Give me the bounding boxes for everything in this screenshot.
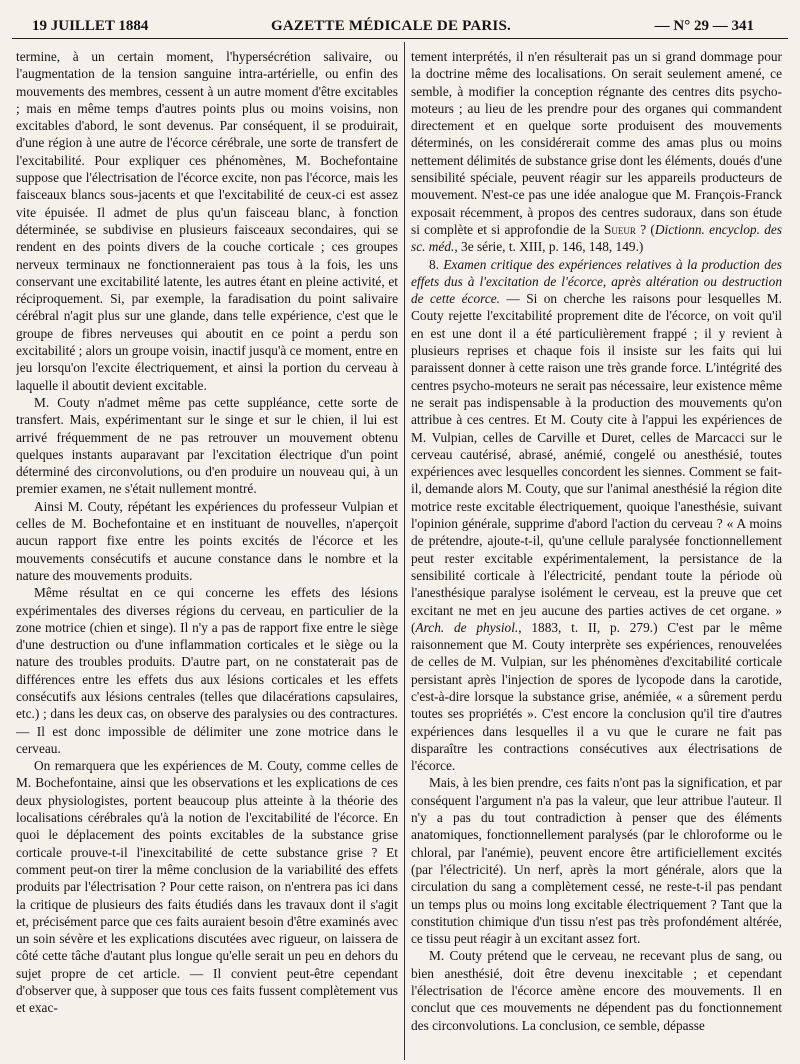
smallcaps-term: Sueur (604, 221, 636, 237)
column-divider (404, 42, 405, 1060)
paragraph: M. Couty prétend que le cerveau, ne recevant plus de sang, ou bien anesthésié, doit être devenu inexcitable ; et cependant l'électrisation de l'écorce amène encore des mouvements. Il en conclut que ces mouvements ne dépendent pas du fonctionnement des circonvolutions. La conclusion, ce semble, dépasse (411, 948, 782, 1033)
paragraph-text: tement interprétés, il n'en résulterait pas un si grand dommage pour la doctrine même des localisations. On serait seulement amené, ce semble, à modifier la conception régnante des centres dits psycho-moteurs ; au lieu de les prendre pour des organes qui commandent directement et en quelque sorte produisent des mouvements déterminés, on les considérerait comme des amas plus ou moins nettement délimités de substance grise dont les éléments, doués d'une sensibilité spéciale, peuvent réagir sur les appareils producteurs de mouvement. N'est-ce pas une idée analogue que M. François-Franck exposait récemment, à propos des centres sudoraux, dans son étude si complète et si approfondie de la (411, 49, 782, 237)
paragraph-text: ? ( (635, 221, 655, 237)
page-header (0, 10, 800, 40)
section-heading: Examen critique des expériences relatives à la production des effets dus à l'excitation de l'écorce, après altération ou destruction de cette écorce. (411, 256, 782, 307)
section-paragraph (411, 256, 782, 775)
right-column (411, 48, 782, 1058)
paragraph-text: , 1883, t. II, p. 279.) C'est par le même raisonnement que M. Couty interprète ses expériences, renouvelées de celles de M. Vulpian, sur les phénomènes d'excitabilité corticale persistant après l'injection de spores de lycopode dans la carotide, c'est-à-dire lorsque la substance grise, anémiée, « a sûrement perdu toutes ses propriétés ». C'est encore la conclusion qu'il tire d'autres expériences dans lesquelles il a vu que le curare ne fait pas disparaître les contractions consécutives aux électrisations de l'écorce. (411, 619, 782, 774)
paragraph: M. Couty n'admet même pas cette suppléance, cette sorte de transfert. Mais, expérimentant sur le singe et sur le chien, il lui est arrivé fréquemment de ne pas retrouver un mouvement obtenu quelques instants auparavant par l'excitation électrique d'un point déterminé des circonvolutions, ou d'en produire un nouveau qui, à un premier examen, ne s'était nullement montré. (16, 394, 398, 497)
paragraph: Même résultat en ce qui concerne les effets des lésions expérimentales des diverses régions du cerveau, en particulier de la zone motrice (chien et singe). Il n'y a pas de rapport fixe entre le siège d'une destruction ou d'une inflammation corticales et le siège ou la nature des troubles produits. D'autre part, on ne constaterait pas de différences entre les effets dus aux lésions corticales et les effets consécutifs aux lésions centrales (telles que dilacérations capsulaires, etc.) ; dans les deux cas, on observe des paralysies ou des contractures. — Il est donc impossible de délimiter une zone motrice dans le cerveau. (16, 585, 398, 756)
paragraph: Ainsi M. Couty, répétant les expériences du professeur Vulpian et celles de M. Bochefontaine et en instituant de nouvelles, n'aperçoit aucun rapport fixe entre les points excités de l'écorce et les mouvements consécutifs et aucune constance dans le nombre et la nature des mouvements produits. (16, 498, 398, 583)
paragraph (411, 48, 782, 256)
header-issue-page: — N° 29 — 341 (654, 18, 754, 34)
paragraph-text: , 3e série, t. XIII, p. 146, 148, 149.) (454, 239, 644, 255)
paragraph: On remarquera que les expériences de M. Couty, comme celles de M. Bochefontaine, ainsi que les observations et les explications de ces deux physiologistes, portent beaucoup plus atteinte à la théorie des localisations cérébrales qu'à la notion de l'excitabilité de l'écorce. En quoi le déplacement des points excitables de la substance grise corticale prouve-t-il l'inexcitabilité de cette substance grise ? Et comment peut-on tirer la même conclusion de la variabilité des effets produits par l'électrisation ? Pour cette raison, on n'entrera pas ici dans la critique de plusieurs des faits étudiés dans les travaux dont il s'agit et, précisément parce que ces faits auraient besoin d'être examinés avec un soin sévère et les explications discutées avec rigueur, on laissera de côté cette tâche d'autant plus longue qu'elle serait un peu en dehors du sujet propre de cet article. — Il convient peut-être cependant d'observer que, à supposer que tous ces faits fussent complètement vus et exac- (16, 758, 398, 1016)
left-column (16, 48, 398, 1058)
paragraph: Mais, à les bien prendre, ces faits n'ont pas la signification, et par conséquent l'argument n'a pas la valeur, que leur attribue l'auteur. Il n'y a pas du tout contradiction à penser que des éléments anatomiques, fonctionnellement paralysés (par le chloroforme ou le chloral, par l'anémie), peuvent encore être artificiellement excités (par l'électricité). Un nerf, après la mort générale, alors que la circulation du sang a complètement cessé, ne reste-t-il pas pendant un temps plus ou moins long excitable électriquement ? Tant que la constitution chimique d'un tissu n'est pas très profondément altérée, ce tissu peut réagir à un excitant assez fort. (411, 775, 782, 947)
citation: Arch. de physiol. (415, 619, 519, 635)
header-rule (12, 38, 788, 39)
paragraph: termine, à un certain moment, l'hypersécrétion salivaire, ou l'augmentation de la tension sanguine intra-artérielle, ou enfin des mouvements des membres, cessent à un autre moment d'être excitables ; mais en même temps d'autres points plus ou moins voisins, non excitables d'abord, le sont devenus. Par conséquent, il se produirait, d'une région à une autre de l'écorce cérébrale, une sorte de transfert de l'excitabilité. Pour expliquer ces phénomènes, M. Bochefontaine suppose que l'électrisation de l'écorce excite, non pas l'écorce, mais les faisceaux blancs sous-jacents et que l'excitabilité de ceux-ci est assez vite épuisée. Il admet de plus qu'un faisceau blanc, à fonction déterminée, se subdivise en plusieurs faisceaux secondaires, qui se rendent en des points divers de la couche corticale ; ces groupes nerveux terminaux ne fonctionneraient pas tous à la fois, les uns conservant une excitabilité latente, les autres étant en pleine activité, et réciproquement. Si, par exemple, la faradisation du point salivaire cérébral n'agit plus sur une glande, dans telle expérience, c'est que le groupe de fibres nerveuses qui aboutit en ce point a perdu son excitabilité ; alors un groupe voisin, inactif jusqu'à ce moment, entre en jeu lorsqu'on l'excite électriquement, et ainsi la portion du cerveau à laquelle il aboutit devient excitable. (16, 49, 398, 393)
citation: Dictionn. encyclop. des sc. méd. (411, 221, 782, 255)
header-title: GAZETTE MÉDICALE DE PARIS. (271, 18, 511, 34)
section-number: 8. (429, 256, 444, 272)
header-date: 19 JUILLET 1884 (32, 18, 149, 34)
paragraph-text: — Si on cherche les raisons pour lesquelles M. Couty rejette l'excitabilité proprement dite de l'écorce, on voit qu'il en est une dont il a été particulièrement frappé ; il y revient à plusieurs reprises et chaque fois il insiste sur les faits qui lui paraissent donner à cette raison une très grande force. L'intégrité des centres psycho-moteurs ne serait pas nécessaire, leur existence même ne serait pas indispensable à la production des mouvements qu'on attribue à ces centres. Et M. Couty cite à l'appui les expériences de M. Vulpian, celles de Carville et Duret, celles de Marcacci sur le cerveau cautérisé, abrasé, anémié, congelé ou anesthésié, toutes expériences avec lesquelles concordent les siennes. Comment se fait-il, demande alors M. Couty, que sur l'animal anesthésié la région dite motrice reste excitable électriquement, quoique l'anesthésie, suivant l'opinion générale, supprime d'abord l'action du cerveau ? « A moins de prétendre, ajoute-t-il, qu'une cellule paralysée fonctionnellement peut rester excitable expérimentalement, la persistance de la sensibilité corticale à l'électricité, pendant toute la période où l'anesthésique paralyse isolément le cerveau, est la preuve que cet excitant ne met en jeu aucune des parties actives de cet organe. » ( (411, 291, 782, 635)
